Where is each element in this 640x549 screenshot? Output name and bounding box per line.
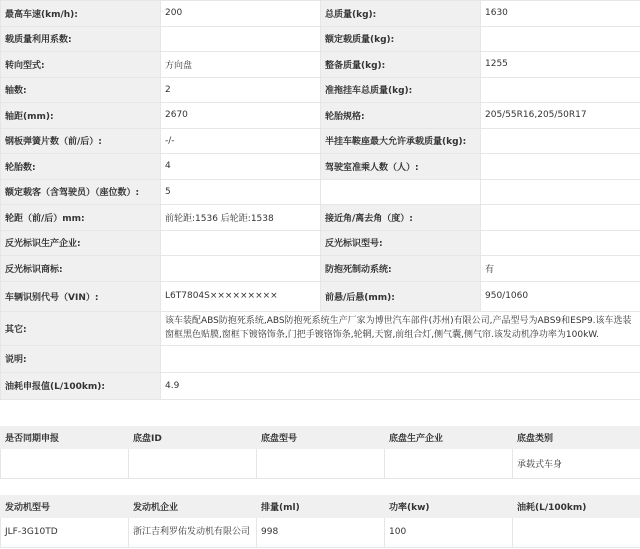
spec-row <box>1 281 640 311</box>
vin-value: L6T7804S××××××××× <box>161 281 321 311</box>
spec-label: 轴距(mm): <box>1 103 161 129</box>
spec-value: 2 <box>161 77 321 103</box>
spec-value <box>481 26 640 52</box>
engine-cell: 100 <box>385 517 513 547</box>
other-label: 其它: <box>1 311 161 345</box>
spec-label: 半挂车鞍座最大允许承载质量(kg): <box>321 128 481 154</box>
note-value <box>161 345 640 372</box>
spec-row <box>1 103 640 129</box>
engine-header-row <box>1 495 640 517</box>
chassis-row <box>1 448 640 478</box>
engine-header: 油耗(L/100km) <box>513 495 640 517</box>
chassis-header: 底盘生产企业 <box>385 426 513 448</box>
other-value: 该车装配ABS防抱死系统,ABS防抱死系统生产厂家为博世汽车部件(苏州)有限公司,产品型号为ABS9和ESP9.该车选装窗框黑色贴膜,窗框下镀铬饰条,门把手镀铬饰条,轮辋,天窗,前组合灯,侧气囊,侧气帘.该发动机净功率为100kW. <box>161 311 640 345</box>
spec-row <box>1 154 640 180</box>
spec-value <box>481 77 640 103</box>
engine-cell <box>513 517 640 547</box>
spec-label: 转向型式: <box>1 52 161 78</box>
spec-label: 载质量利用系数: <box>1 26 161 52</box>
spec-label: 钢板弹簧片数（前/后）: <box>1 128 161 154</box>
spec-label: 驾驶室准乘人数（人）: <box>321 154 481 180</box>
spec-row <box>1 179 640 205</box>
spec-label: 反光标识商标: <box>1 256 161 282</box>
section-gap <box>0 479 640 495</box>
spec-label: 准拖挂车总质量(kg): <box>321 77 481 103</box>
chassis-cell <box>1 448 129 478</box>
spec-value: 200 <box>161 1 321 27</box>
spec-value <box>481 128 640 154</box>
spec-value: 方向盘 <box>161 52 321 78</box>
spec-label: 前悬/后悬(mm): <box>321 281 481 311</box>
chassis-cell: 承载式车身 <box>513 448 640 478</box>
spec-row <box>1 205 640 231</box>
spec-value <box>481 154 640 180</box>
spec-row <box>1 256 640 282</box>
spec-value: 950/1060 <box>481 281 640 311</box>
chassis-header-row <box>1 426 640 448</box>
spec-label: 车辆识别代号（VIN）: <box>1 281 161 311</box>
spec-row <box>1 128 640 154</box>
engine-header: 功率(kw) <box>385 495 513 517</box>
spec-value <box>481 205 640 231</box>
spec-empty <box>481 179 640 205</box>
spec-empty <box>321 179 481 205</box>
other-row <box>1 311 640 345</box>
spec-value: 有 <box>481 256 640 282</box>
spec-value: 205/55R16,205/50R17 <box>481 103 640 129</box>
spec-label: 轮胎数: <box>1 154 161 180</box>
spec-label: 反光标识型号: <box>321 230 481 256</box>
chassis-header: 底盘类别 <box>513 426 640 448</box>
spec-row <box>1 1 640 27</box>
spec-label: 额定载质量(kg): <box>321 26 481 52</box>
chassis-table <box>0 426 640 479</box>
chassis-header: 底盘ID <box>129 426 257 448</box>
spec-label: 最高车速(km/h): <box>1 1 161 27</box>
spec-value <box>161 26 321 52</box>
spec-value: 5 <box>161 179 321 205</box>
spec-row <box>1 230 640 256</box>
spec-label: 额定载客（含驾驶员）（座位数）: <box>1 179 161 205</box>
spec-label: 轮距（前/后）mm: <box>1 205 161 231</box>
spec-label: 防抱死制动系统: <box>321 256 481 282</box>
spec-value: -/- <box>161 128 321 154</box>
engine-header: 排量(ml) <box>257 495 385 517</box>
spec-row <box>1 77 640 103</box>
spec-label: 轮胎规格: <box>321 103 481 129</box>
spec-label: 反光标识生产企业: <box>1 230 161 256</box>
engine-cell: 998 <box>257 517 385 547</box>
chassis-header: 是否同期申报 <box>1 426 129 448</box>
spec-row <box>1 52 640 78</box>
spec-row <box>1 26 640 52</box>
engine-header: 发动机企业 <box>129 495 257 517</box>
spec-value <box>161 230 321 256</box>
spec-value <box>481 230 640 256</box>
chassis-header: 底盘型号 <box>257 426 385 448</box>
chassis-cell <box>129 448 257 478</box>
spec-value: 4 <box>161 154 321 180</box>
engine-header: 发动机型号 <box>1 495 129 517</box>
chassis-cell <box>385 448 513 478</box>
spec-value <box>161 256 321 282</box>
engine-cell: 浙江吉利罗佑发动机有限公司 <box>129 517 257 547</box>
engine-table <box>0 495 640 548</box>
spec-value: 前轮距:1536 后轮距:1538 <box>161 205 321 231</box>
spec-label: 整备质量(kg): <box>321 52 481 78</box>
spec-value: 2670 <box>161 103 321 129</box>
fuel-row <box>1 372 640 399</box>
engine-row <box>1 517 640 547</box>
fuel-value: 4.9 <box>161 372 640 399</box>
fuel-label: 油耗申报值(L/100km): <box>1 372 161 399</box>
spec-value: 1255 <box>481 52 640 78</box>
spec-label: 接近角/离去角（度）: <box>321 205 481 231</box>
engine-cell: JLF-3G10TD <box>1 517 129 547</box>
note-label: 说明: <box>1 345 161 372</box>
note-row <box>1 345 640 372</box>
chassis-cell <box>257 448 385 478</box>
spec-label: 总质量(kg): <box>321 1 481 27</box>
section-gap <box>0 400 640 426</box>
spec-value: 1630 <box>481 1 640 27</box>
spec-label: 轴数: <box>1 77 161 103</box>
